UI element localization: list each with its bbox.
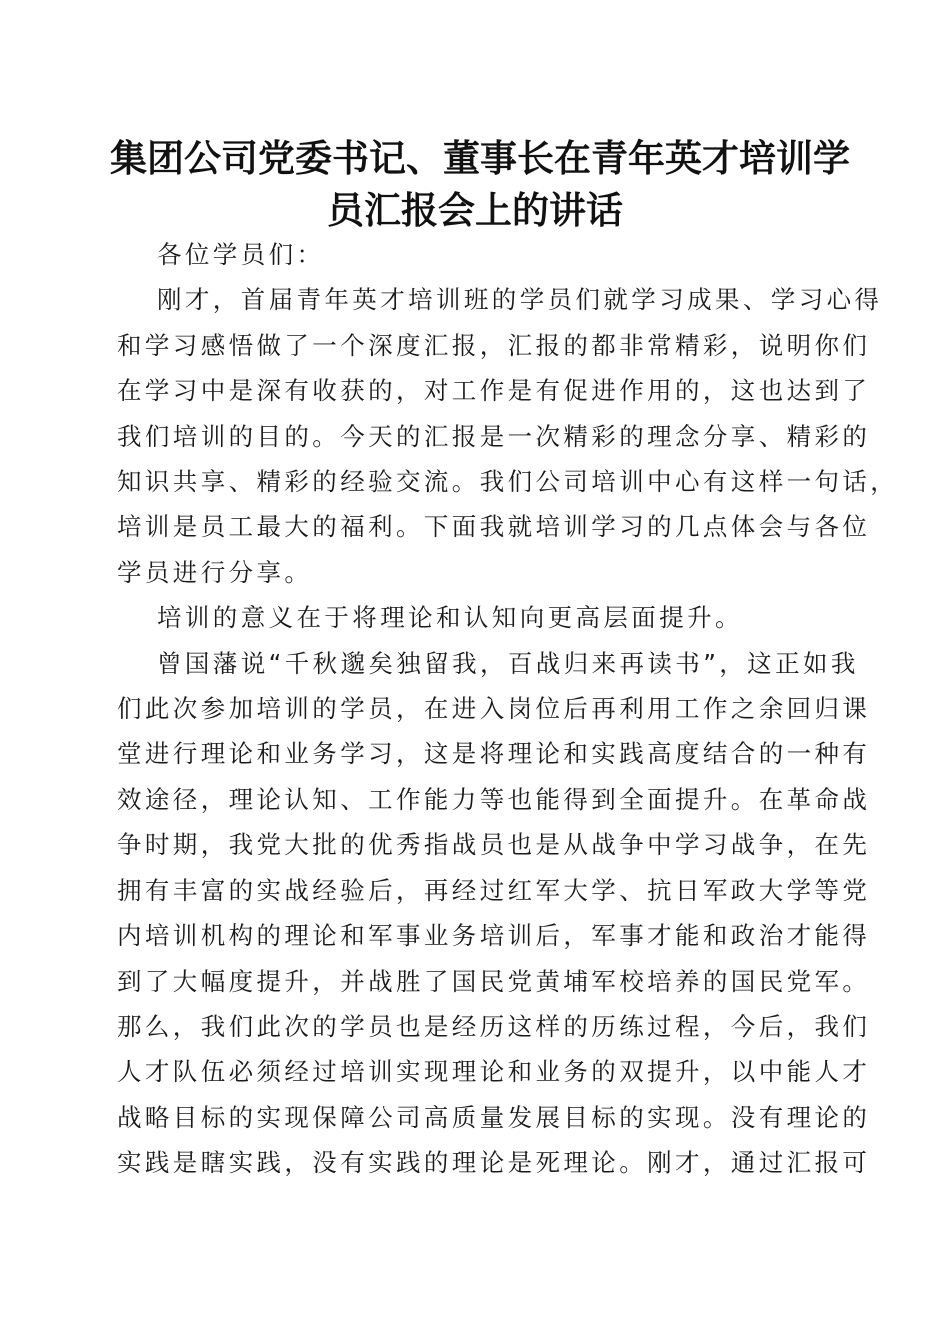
paragraph-line: 知识共享、精彩的经验交流。我们公司培训中心有这样一句话， — [117, 467, 899, 497]
paragraph-line: 人才队伍必须经过培训实现理论和业务的双提升，以中能人才 — [117, 1057, 871, 1087]
paragraph-line: 实践是瞎实践，没有实践的理论是死理论。刚才，通过汇报可 — [117, 1148, 871, 1178]
document-title — [110, 132, 850, 236]
paragraph-line: 培训是员工最大的福利。下面我就培训学习的几点体会与各位 — [117, 512, 871, 542]
paragraph-line: 争时期，我党大批的优秀指战员也是从战争中学习战争，在先 — [117, 830, 871, 860]
paragraph-line: 们此次参加培训的学员，在进入岗位后再利用工作之余回归课 — [117, 694, 871, 724]
paragraph-line: 曾国藩说“千秋邈矣独留我，百战归来再读书”，这正如我 — [157, 648, 859, 678]
paragraph-line: 学员进行分享。 — [117, 557, 313, 587]
section-heading-line: 培训的意义在于将理论和认知向更高层面提升。 — [157, 603, 743, 633]
paragraph-line: 到了大幅度提升，并战胜了国民党黄埔军校培养的国民党军。 — [117, 966, 871, 996]
paragraph-line: 堂进行理论和业务学习，这是将理论和实践高度结合的一种有 — [117, 739, 871, 769]
title-line-1: 集团公司党委书记、董事长在青年英才培训学 — [110, 136, 850, 180]
paragraph-line: 那么，我们此次的学员也是经历这样的历练过程，今后，我们 — [117, 1011, 871, 1041]
paragraph-line: 刚才，首届青年英才培训班的学员们就学习成果、学习心得 — [157, 285, 883, 315]
salutation: 各位学员们： — [157, 240, 325, 269]
title-line-2: 员汇报会上的讲话 — [327, 188, 623, 232]
paragraph-line: 战略目标的实现保障公司高质量发展目标的实现。没有理论的 — [117, 1102, 871, 1132]
paragraph-line: 内培训机构的理论和军事业务培训后，军事才能和政治才能得 — [117, 921, 871, 951]
paragraph-line: 效途径，理论认知、工作能力等也能得到全面提升。在革命战 — [117, 784, 871, 814]
paragraph-line: 在学习中是深有收获的，对工作是有促进作用的，这也达到了 — [117, 376, 871, 406]
document-body — [117, 232, 899, 1186]
paragraph-line: 我们培训的目的。今天的汇报是一次精彩的理念分享、精彩的 — [117, 421, 871, 451]
paragraph-line: 和学习感悟做了一个深度汇报，汇报的都非常精彩，说明你们 — [117, 330, 871, 360]
paragraph-line: 拥有丰富的实战经验后，再经过红军大学、抗日军政大学等党 — [117, 875, 871, 905]
